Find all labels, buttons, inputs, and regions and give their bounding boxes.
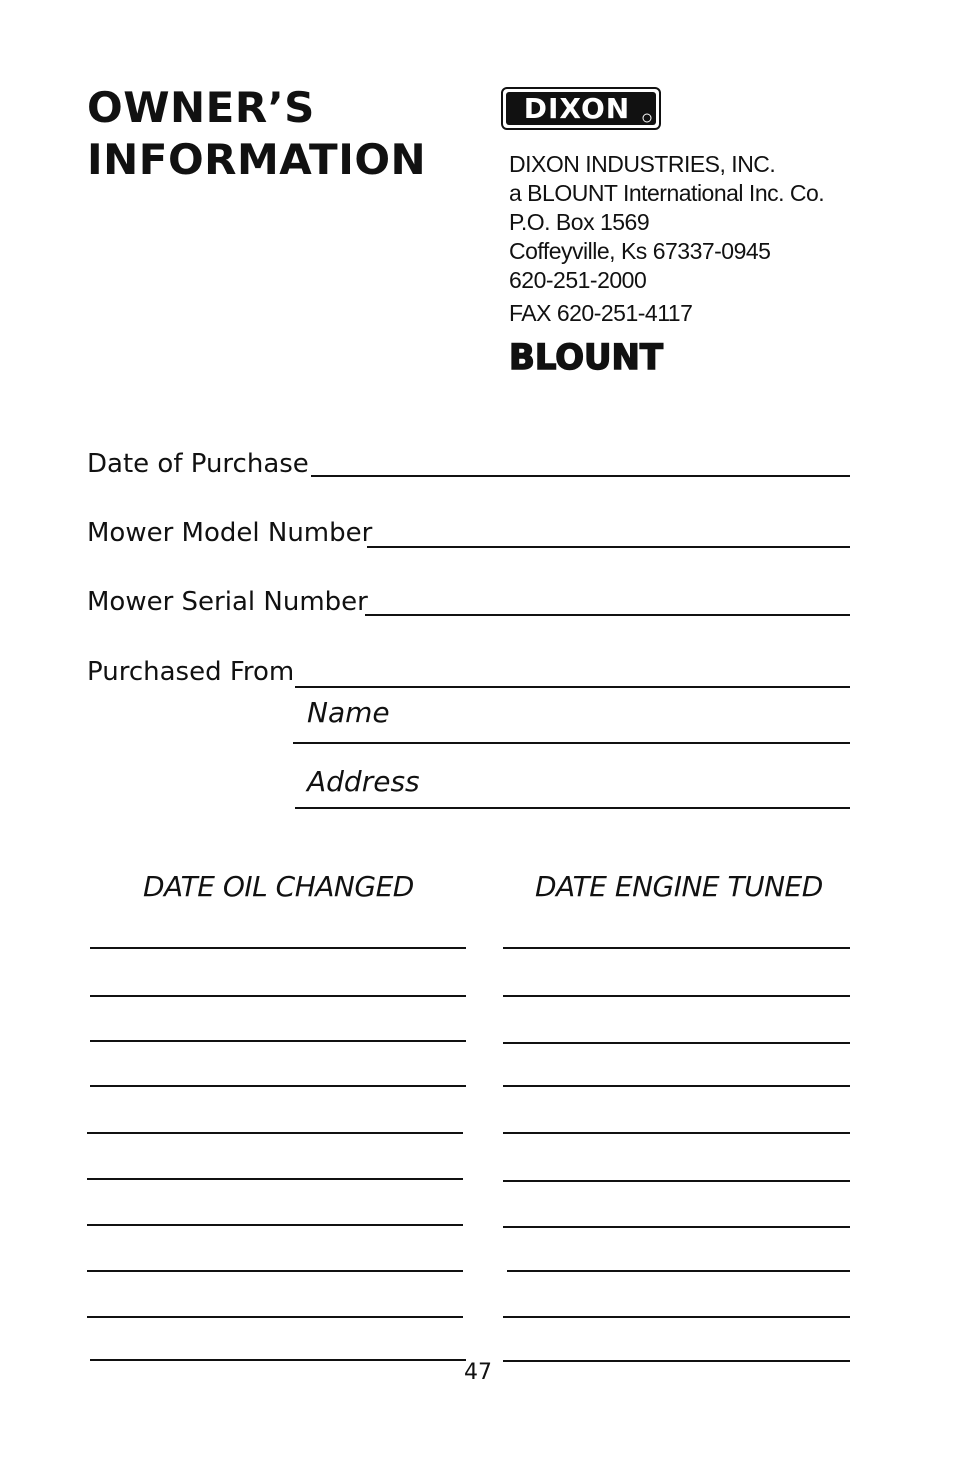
- tune-entry-line[interactable]: [503, 1180, 850, 1182]
- tune-entry-line[interactable]: [503, 995, 850, 997]
- address-label: Address: [307, 765, 420, 798]
- oil-entry-line[interactable]: [87, 1316, 463, 1318]
- oil-entry-line[interactable]: [90, 1085, 466, 1087]
- oil-entry-line[interactable]: [90, 947, 466, 949]
- name-label: Name: [307, 696, 390, 729]
- company-name: DIXON INDUSTRIES, INC.: [509, 151, 776, 177]
- name-line[interactable]: [293, 742, 850, 744]
- page-number: 47: [464, 1360, 492, 1385]
- company-phone: 620-251-2000: [509, 267, 647, 293]
- company-fax: FAX 620-251-4117: [509, 300, 693, 326]
- serial-number-line[interactable]: [365, 614, 850, 616]
- oil-changed-header: DATE OIL CHANGED: [143, 870, 414, 903]
- oil-entry-line[interactable]: [90, 995, 466, 997]
- page-title: [87, 82, 426, 186]
- oil-entry-line[interactable]: [90, 1359, 466, 1361]
- company-po-box: P.O. Box 1569: [509, 209, 650, 235]
- purchased-from-line[interactable]: [295, 686, 850, 688]
- company-city: Coffeyville, Ks 67337-0945: [509, 238, 771, 264]
- oil-entry-line[interactable]: [87, 1178, 463, 1180]
- tune-entry-line[interactable]: [503, 1316, 850, 1318]
- tune-entry-line[interactable]: [503, 1085, 850, 1087]
- model-number-label: Mower Model Number: [87, 518, 373, 548]
- title-line-2: INFORMATION: [87, 135, 427, 184]
- dixon-logo-text: DIXON: [523, 92, 631, 125]
- title-line-1: OWNER’S: [87, 83, 315, 132]
- oil-entry-line[interactable]: [90, 1040, 466, 1042]
- oil-entry-line[interactable]: [87, 1270, 463, 1272]
- tune-entry-line[interactable]: [503, 1360, 850, 1362]
- company-address: [509, 150, 824, 328]
- dixon-logo: [501, 87, 661, 130]
- serial-number-label: Mower Serial Number: [87, 587, 368, 617]
- oil-entry-line[interactable]: [87, 1224, 463, 1226]
- purchased-from-label: Purchased From: [87, 657, 295, 687]
- address-line[interactable]: [295, 807, 850, 809]
- date-of-purchase-label: Date of Purchase: [87, 449, 309, 479]
- company-parent: a BLOUNT International Inc. Co.: [509, 180, 825, 206]
- tune-entry-line[interactable]: [503, 1042, 850, 1044]
- blount-logo: [509, 338, 665, 373]
- blount-logo-text: BLOUNT: [509, 338, 664, 373]
- engine-tuned-header: DATE ENGINE TUNED: [535, 870, 823, 903]
- tune-entry-line[interactable]: [507, 1270, 850, 1272]
- tune-entry-line[interactable]: [503, 947, 850, 949]
- tune-entry-line[interactable]: [503, 1226, 850, 1228]
- tune-entry-line[interactable]: [503, 1132, 850, 1134]
- date-of-purchase-line[interactable]: [311, 475, 850, 477]
- model-number-line[interactable]: [367, 546, 850, 548]
- oil-entry-line[interactable]: [87, 1132, 463, 1134]
